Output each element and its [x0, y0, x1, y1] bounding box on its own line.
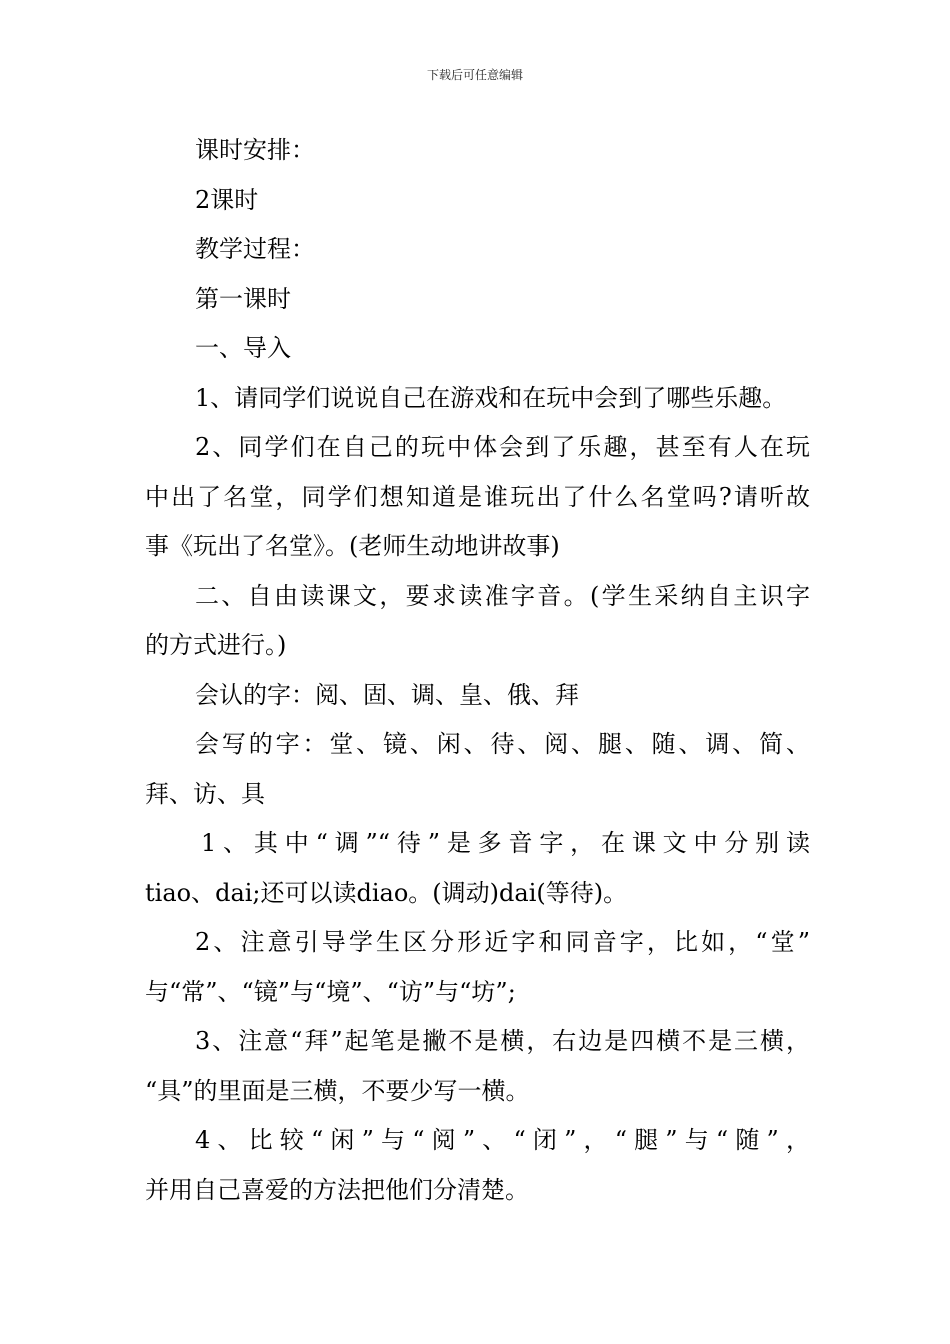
paragraph-text: 会写的字：堂、镜、闲、待、阅、腿、随、调、简、: [195, 730, 810, 758]
paragraph-text: 4、比较“闲”与“阅”、“闭”，“腿”与“随”，: [195, 1126, 810, 1154]
paragraph-line: 拜、访、具: [145, 779, 265, 808]
paragraph-line: [145, 1017, 810, 1067]
part-heading-intro: 一、导入: [195, 334, 291, 362]
paragraph-text: 2、同学们在自己的玩中体会到了乐趣，甚至有人在玩: [195, 433, 810, 461]
paragraph-line: 与“常”、“镜”与“境”、“访”与“坊”;: [145, 977, 516, 1006]
section-heading-schedule: 课时安排：: [195, 136, 315, 164]
paragraph-text: 中出了名堂，同学们想知道是谁玩出了什么名堂吗?请听故: [145, 482, 810, 511]
schedule-value: 2课时: [195, 185, 259, 214]
paragraph-line: “具”的里面是三横，不要少写一横。: [145, 1076, 530, 1105]
paragraph-text: 二、自由读课文，要求读准字音。(学生采纳自主识字: [195, 581, 810, 610]
recognize-chars-line: 会认的字：阅、固、调、皇、俄、拜: [195, 680, 579, 709]
part-heading-reading: [145, 572, 810, 622]
paragraph-text: 3、注意“拜”起笔是撇不是横，右边是四横不是三横，: [195, 1027, 810, 1055]
paragraph-line: [145, 473, 810, 523]
section-heading-process: 教学过程：: [195, 235, 315, 263]
lesson-heading: 第一课时: [195, 284, 291, 313]
paragraph-text: 2、注意引导学生区分形近字和同音字，比如，“堂”: [195, 928, 810, 956]
header-note: 下载后可任意编辑: [426, 68, 523, 82]
paragraph-text: 1、其中“调”“待”是多音字，在课文中分别读: [201, 829, 810, 857]
paragraph-line: [145, 1116, 810, 1166]
document-body: [145, 126, 810, 1215]
paragraph-line: [145, 918, 810, 968]
paragraph-line: 并用自己喜爱的方法把他们分清楚。: [145, 1175, 529, 1204]
paragraph-line: 的方式进行。): [145, 631, 287, 659]
paragraph-line: 事《玩出了名堂》。(老师生动地讲故事): [145, 532, 560, 560]
paragraph-line: 1、请同学们说说自己在游戏和在玩中会到了哪些乐趣。: [195, 383, 787, 412]
paragraph-line: tiao、dai;还可以读diao。(调动)dai(等待)。: [145, 878, 628, 907]
paragraph-line: [145, 819, 810, 869]
write-chars-line: [145, 720, 810, 770]
paragraph-line: [145, 423, 810, 473]
